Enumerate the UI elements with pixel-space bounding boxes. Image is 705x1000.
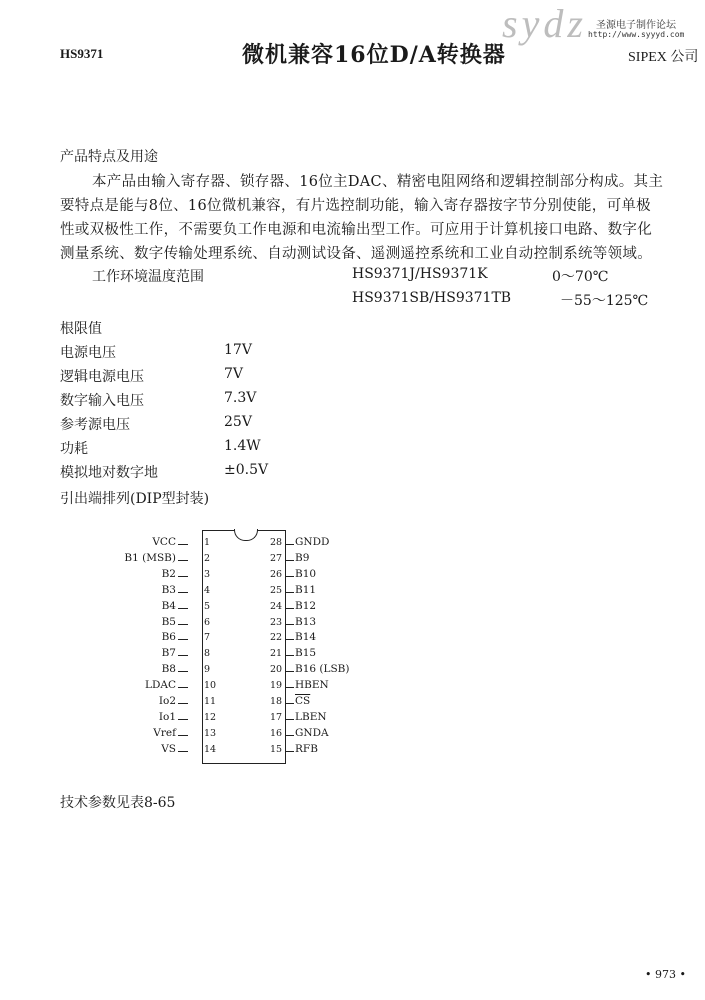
temp-range: －55～125℃: [560, 293, 649, 309]
limit-label: 功耗: [60, 441, 88, 457]
pin-lead: [178, 719, 188, 720]
limit-label: 数字输入电压: [60, 393, 144, 409]
pin-number-left: 14: [204, 743, 217, 755]
pin-label-right: B11: [295, 583, 317, 596]
pin-number-left: 10: [204, 680, 217, 692]
package-notch: [234, 529, 258, 541]
features-line: 测量系统、数字传输处理系统、自动测试设备、遥测遥控系统和工业自动控制系统等领域。: [60, 246, 652, 262]
temp-range-label: 工作环境温度范围: [92, 269, 204, 285]
limit-value: 25V: [224, 414, 252, 430]
temp-model: HS9371J/HS9371K: [352, 266, 488, 282]
pin-number-right: 20: [270, 664, 283, 676]
watermark-url: http://www.syyyd.com: [588, 30, 685, 39]
pin-lead: [286, 560, 294, 561]
pin-label-left: B7: [161, 647, 176, 660]
pin-label-left: VCC: [152, 536, 176, 548]
pin-label-right: GNDA: [295, 726, 329, 739]
limits-heading: 根限值: [60, 321, 102, 337]
features-heading: 产品特点及用途: [60, 149, 158, 165]
pin-label-left: B2: [161, 567, 176, 580]
pin-label-left: Vref: [153, 726, 176, 739]
pin-label-left: B1 (MSB): [124, 551, 176, 564]
pin-label-right: B9: [295, 551, 310, 564]
pin-number-left: 9: [204, 664, 211, 676]
pin-number-left: 8: [204, 648, 211, 660]
features-line: 要特点是能与8位、16位微机兼容，有片选控制功能，输入寄存器按字节分别使能，可单极: [60, 198, 651, 214]
pin-lead: [286, 608, 294, 609]
pin-label-right: B14: [295, 631, 317, 644]
pin-number-right: 15: [270, 743, 283, 755]
pin-lead: [178, 560, 188, 561]
pin-number-right: 26: [270, 568, 283, 580]
pin-lead: [286, 655, 294, 656]
pin-label-left: VS: [161, 742, 176, 755]
pin-number-left: 3: [204, 568, 211, 580]
pin-label-right: LBEN: [295, 710, 327, 723]
limit-value: ±0.5V: [224, 462, 269, 478]
pin-lead: [286, 576, 294, 577]
pin-lead: [178, 544, 188, 545]
pin-number-right: 16: [270, 727, 283, 739]
pin-label-right: B15: [295, 647, 317, 660]
pin-label-left: B8: [161, 663, 176, 676]
limit-value: 1.4W: [224, 438, 261, 454]
pin-label-right: B12: [295, 599, 317, 612]
pin-number-left: 5: [204, 600, 211, 612]
limit-label: 逻辑电源电压: [60, 369, 144, 385]
pin-number-left: 13: [204, 727, 217, 739]
page-number: • 973 •: [645, 968, 686, 981]
pin-number-left: 12: [204, 711, 217, 723]
pin-label-left: B6: [161, 631, 176, 644]
pin-lead: [286, 751, 294, 752]
pin-label-right: HBEN: [295, 679, 329, 692]
pin-lead: [286, 687, 294, 688]
pin-lead: [178, 639, 188, 640]
pin-number-right: 28: [270, 537, 283, 548]
watermark: [488, 1, 705, 48]
pin-number-right: 24: [270, 600, 283, 612]
pin-lead: [178, 751, 188, 752]
pin-lead: [178, 671, 188, 672]
pin-lead: [178, 624, 188, 625]
watermark-logo: sydz: [502, 1, 587, 46]
pin-lead: [178, 703, 188, 704]
pin-label-right: B16 (LSB): [295, 663, 350, 676]
features-line: 本产品由输入寄存器、锁存器、16位主DAC、精密电阻网络和逻辑控制部分构成。其主: [92, 174, 664, 190]
pin-number-right: 21: [270, 648, 283, 660]
pin-number-left: 1: [204, 537, 211, 548]
pin-number-right: 17: [270, 711, 283, 723]
pin-number-right: 27: [270, 552, 283, 564]
pin-lead: [286, 544, 294, 545]
pin-label-right: B13: [295, 615, 317, 628]
vendor-name: SIPEX 公司: [628, 50, 699, 65]
part-number: HS9371: [60, 46, 104, 61]
pin-label-left: Io2: [158, 695, 176, 707]
pin-lead: [178, 687, 188, 688]
limit-value: 7.3V: [224, 390, 257, 406]
page-title: 微机兼容16位D/A转换器: [242, 42, 506, 68]
pin-lead: [286, 624, 294, 625]
pin-label-left: B3: [161, 583, 176, 596]
pin-lead: [178, 592, 188, 593]
pin-number-left: 2: [204, 552, 211, 564]
see-table-note: 技术参数见表8-65: [60, 795, 176, 811]
pin-number-right: 18: [270, 696, 283, 707]
temp-model: HS9371SB/HS9371TB: [352, 290, 512, 306]
pin-number-right: 19: [270, 680, 283, 692]
pin-number-right: 25: [270, 584, 283, 596]
temp-range: 0～70℃: [552, 269, 609, 285]
limit-label: 电源电压: [60, 345, 116, 361]
pin-number-left: 4: [204, 584, 211, 596]
pin-label-left: B4: [161, 599, 176, 612]
watermark-site: 圣源电子制作论坛: [596, 20, 676, 31]
pin-lead: [178, 655, 188, 656]
pin-label-right: $\overline{CS}$: [295, 695, 311, 707]
pin-lead: [286, 639, 294, 640]
pin-number-right: 23: [270, 616, 283, 628]
pin-lead: [286, 719, 294, 720]
pin-number-right: 22: [270, 632, 283, 644]
pin-number-left: 6: [204, 616, 211, 628]
pin-lead: [178, 608, 188, 609]
pin-lead: [286, 703, 294, 704]
pin-lead: [286, 592, 294, 593]
pin-number-left: 7: [204, 632, 211, 644]
pin-label-left: B5: [161, 615, 176, 628]
pin-label-right: GNDD: [295, 536, 330, 548]
pin-lead: [286, 735, 294, 736]
pin-label-right: B10: [295, 567, 317, 580]
pin-label-right: RFB: [295, 742, 318, 755]
pin-label-left: LDAC: [144, 679, 176, 692]
pin-number-left: 11: [204, 696, 217, 707]
limit-value: 7V: [224, 366, 244, 382]
limit-label: 参考源电压: [60, 417, 130, 433]
limit-value: 17V: [224, 342, 252, 358]
pin-lead: [178, 735, 188, 736]
pinout-heading: 引出端排列(DIP型封装): [60, 491, 210, 507]
pin-label-left: Io1: [158, 710, 176, 723]
features-line: 性或双极性工作，不需要负工作电源和电流输出型工作。可应用于计算机接口电路、数字化: [60, 222, 652, 238]
pin-lead: [178, 576, 188, 577]
pin-lead: [286, 671, 294, 672]
limit-label: 模拟地对数字地: [60, 465, 158, 481]
